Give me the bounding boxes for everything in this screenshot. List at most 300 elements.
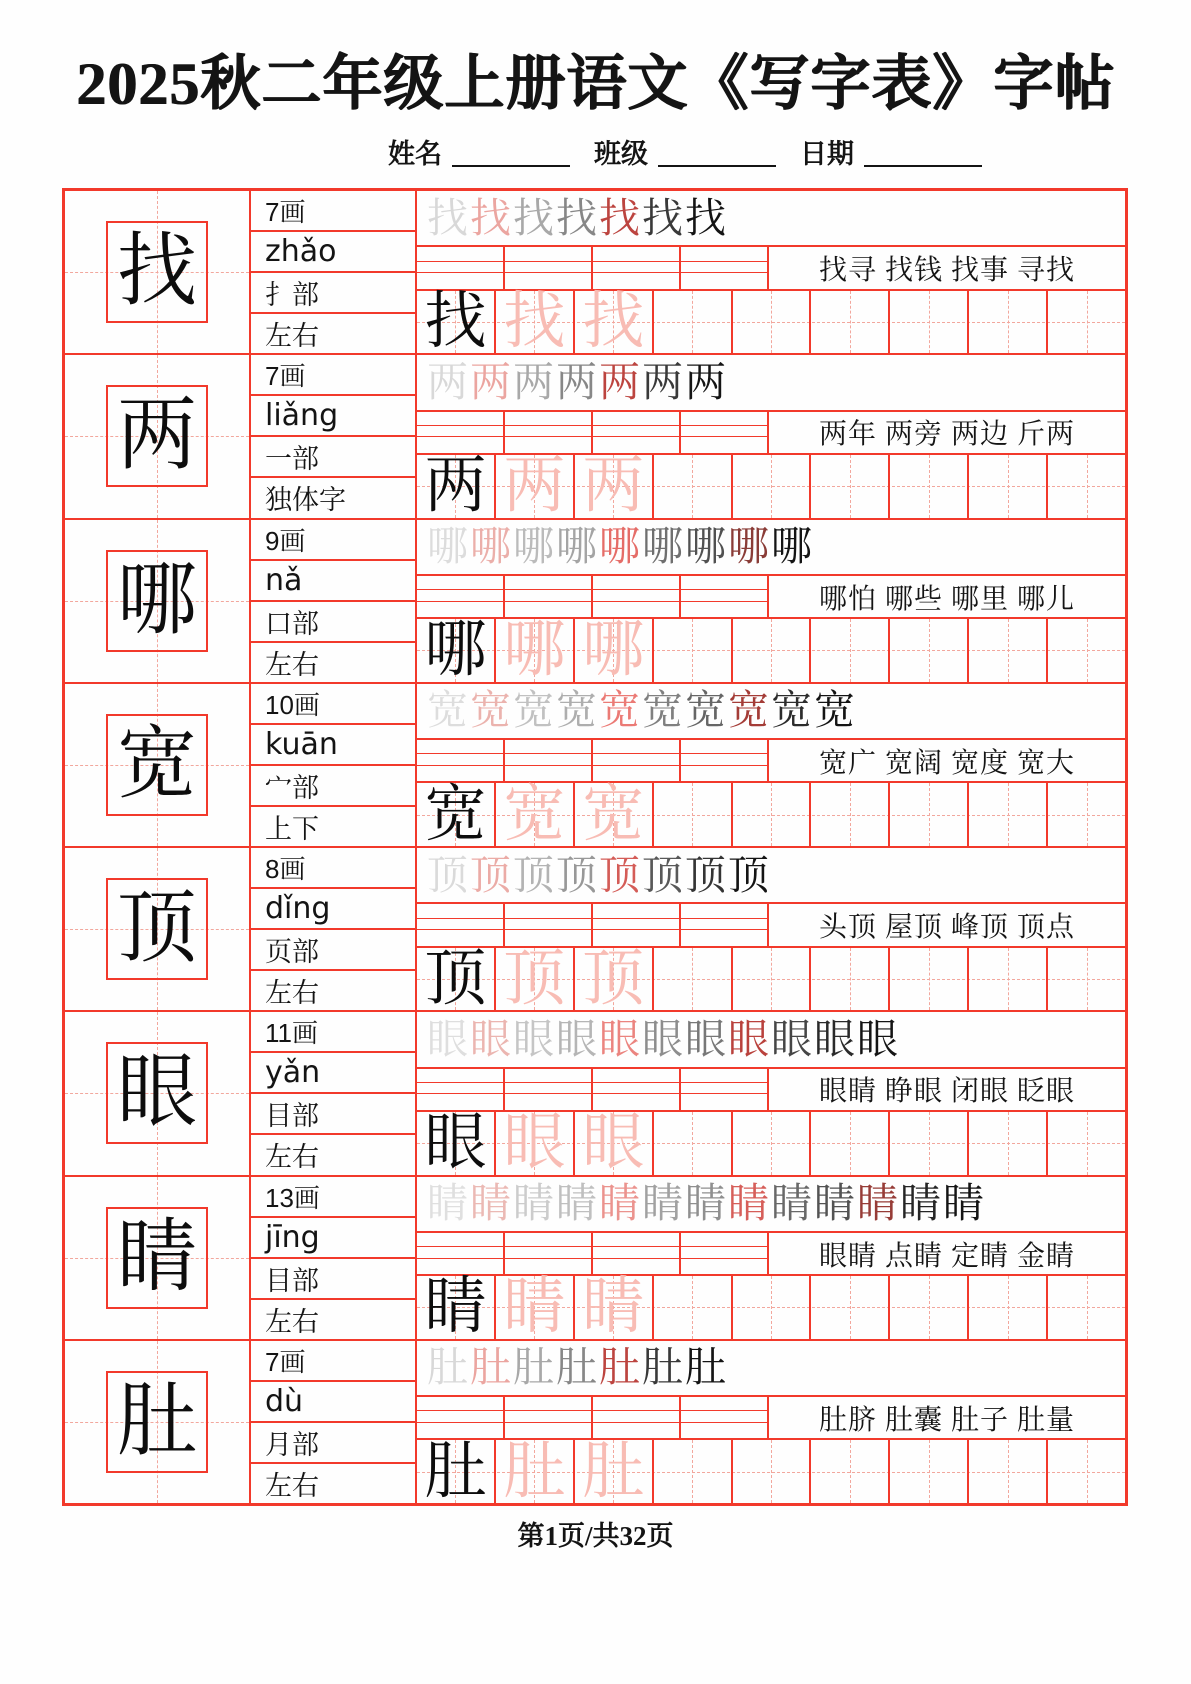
practice-cell — [811, 1440, 890, 1503]
stroke-step: 哪 — [427, 523, 468, 570]
pinyin-grid-cell — [417, 1069, 505, 1110]
stroke-order-sequence — [417, 355, 1125, 411]
character-row — [65, 682, 1125, 849]
big-char-box — [106, 221, 208, 323]
practice-cell — [1048, 948, 1125, 1011]
example-words: 哪怕 哪些 哪里 哪儿 — [818, 583, 1075, 615]
example-words: 宽广 宽阔 宽度 宽大 — [818, 747, 1075, 779]
pinyin-rule-line — [681, 918, 767, 919]
stroke-order-sequence — [417, 684, 1125, 740]
vertical-guide-line — [929, 455, 930, 518]
vertical-guide-line — [692, 948, 693, 1011]
practice-column — [417, 355, 1125, 521]
big-char-cell — [65, 848, 251, 1010]
practice-cell — [496, 1437, 575, 1506]
info-column — [251, 191, 417, 353]
pinyin-rule-line — [681, 1246, 767, 1247]
character-row — [65, 1010, 1125, 1178]
practice-cell — [417, 780, 496, 849]
stroke-step: 睛 — [427, 1180, 468, 1227]
pinyin-grid-cell — [417, 247, 505, 288]
pinyin-rule-line — [417, 601, 503, 602]
practice-grid — [417, 452, 1125, 521]
structure-label: 左右 — [265, 1306, 319, 1337]
pinyin-grid-cell — [505, 904, 593, 945]
stroke-step: 睛 — [513, 1180, 554, 1227]
vertical-guide-line — [850, 619, 851, 682]
model-character: 肚 — [424, 1437, 487, 1506]
pinyin-rule-line — [505, 918, 591, 919]
pinyin-grid-cell — [681, 576, 769, 617]
character-row — [65, 846, 1125, 1013]
practice-cell — [969, 455, 1048, 518]
pinyin-label: jīng — [251, 1218, 415, 1259]
practice-cell — [811, 948, 890, 1011]
practice-cell — [575, 616, 654, 685]
practice-column — [417, 1341, 1125, 1506]
pinyin-rule-line — [681, 425, 767, 426]
big-char-box — [106, 1207, 208, 1309]
pinyin-rule-line — [505, 1246, 591, 1247]
structure-label: 上下 — [265, 813, 319, 844]
trace-character: 眼 — [582, 1109, 645, 1178]
pinyin-rule-line — [417, 261, 503, 262]
pinyin-rule-line — [681, 1422, 767, 1423]
practice-column — [417, 848, 1125, 1013]
stroke-step: 两 — [470, 358, 511, 405]
pinyin-grid-cell — [593, 412, 681, 453]
pinyin-rule-line — [505, 753, 591, 754]
trace-character: 哪 — [582, 616, 645, 685]
vertical-guide-line — [771, 783, 772, 846]
vertical-guide-line — [1087, 1276, 1088, 1339]
vertical-guide-line — [929, 1112, 930, 1175]
practice-cell — [890, 455, 969, 518]
big-character: 眼 — [117, 1049, 197, 1138]
vertical-guide-line — [771, 619, 772, 682]
pinyin-rule-line — [593, 589, 679, 590]
practice-cell — [417, 1109, 496, 1178]
stroke-step: 眼 — [556, 1015, 597, 1062]
pinyin-rule-line — [417, 589, 503, 590]
practice-cell — [417, 1273, 496, 1342]
practice-cell — [575, 287, 654, 356]
pinyin-rule-line — [681, 929, 767, 930]
practice-cell — [417, 287, 496, 356]
practice-cell — [654, 1440, 733, 1503]
pinyin-rule-line — [505, 261, 591, 262]
pinyin-rule-line — [681, 601, 767, 602]
pinyin-rule-line — [593, 1410, 679, 1411]
pinyin-rule-line — [417, 1093, 503, 1094]
radical-label: 目部 — [251, 1259, 415, 1300]
vertical-guide-line — [771, 1276, 772, 1339]
practice-cell — [890, 1440, 969, 1503]
stroke-step: 睛 — [900, 1180, 941, 1227]
practice-cell — [969, 291, 1048, 354]
pinyin-rule-line — [505, 1410, 591, 1411]
structure-label: 左右 — [265, 1142, 319, 1173]
practice-cell — [654, 783, 733, 846]
stroke-step: 睛 — [771, 1180, 812, 1227]
pinyin-rule-line — [593, 765, 679, 766]
example-words: 找寻 找钱 找事 寻找 — [818, 255, 1075, 287]
practice-cell — [969, 1112, 1048, 1175]
pinyin-label: liǎng — [251, 396, 415, 437]
trace-character: 睛 — [503, 1273, 566, 1342]
stroke-step: 哪 — [556, 523, 597, 570]
stroke-step: 宽 — [556, 687, 597, 734]
stroke-step: 顶 — [470, 851, 511, 898]
vertical-guide-line — [692, 291, 693, 354]
pinyin-rule-line — [505, 1422, 591, 1423]
pinyin-label: dù — [251, 1382, 415, 1423]
pinyin-rule-line — [593, 918, 679, 919]
radical-label: 口部 — [251, 602, 415, 643]
big-char-box — [106, 1042, 208, 1144]
stroke-count-label: 7画 — [251, 1341, 415, 1382]
page-number: 第1页/共32页 — [517, 1521, 674, 1551]
practice-cell — [417, 944, 496, 1013]
trace-character: 肚 — [582, 1437, 645, 1506]
stroke-step: 找 — [556, 194, 597, 241]
stroke-step: 顶 — [513, 851, 554, 898]
pinyin-rule-line — [505, 425, 591, 426]
vertical-guide-line — [692, 455, 693, 518]
stroke-step: 眼 — [857, 1015, 898, 1062]
practice-cell — [969, 619, 1048, 682]
stroke-count-label: 11画 — [251, 1012, 415, 1053]
pinyin-rule-line — [593, 601, 679, 602]
practice-cell — [1048, 1112, 1125, 1175]
practice-cell — [733, 1440, 812, 1503]
big-char-cell — [65, 520, 251, 682]
stroke-step: 宽 — [685, 687, 726, 734]
stroke-step: 哪 — [642, 523, 683, 570]
stroke-step: 肚 — [427, 1344, 468, 1391]
stroke-step: 肚 — [642, 1344, 683, 1391]
stroke-step: 睛 — [470, 1180, 511, 1227]
big-character: 睛 — [117, 1213, 197, 1302]
stroke-step: 宽 — [814, 687, 855, 734]
pinyin-rule-line — [681, 1093, 767, 1094]
vertical-guide-line — [850, 1440, 851, 1503]
pinyin-grid-cell — [681, 247, 769, 288]
stroke-step: 肚 — [685, 1344, 726, 1391]
practice-cell — [496, 1109, 575, 1178]
practice-cell — [1048, 783, 1125, 846]
practice-cell — [811, 1112, 890, 1175]
stroke-step: 眼 — [728, 1015, 769, 1062]
big-char-box — [106, 1371, 208, 1473]
stroke-step: 肚 — [513, 1344, 554, 1391]
pinyin-grid-cell — [505, 1233, 593, 1274]
field-label: 班级 — [594, 139, 648, 169]
trace-character: 宽 — [582, 780, 645, 849]
radical-label: 目部 — [251, 1094, 415, 1135]
pinyin-rule-line — [593, 753, 679, 754]
pinyin-rule-line — [681, 272, 767, 273]
big-char-cell — [65, 1177, 251, 1339]
stroke-step: 睛 — [857, 1180, 898, 1227]
vertical-guide-line — [929, 948, 930, 1011]
stroke-step: 肚 — [599, 1344, 640, 1391]
stroke-step: 两 — [642, 358, 683, 405]
stroke-step: 哪 — [513, 523, 554, 570]
practice-cell — [1048, 291, 1125, 354]
pinyin-and-words-band — [417, 740, 1125, 783]
practice-cell — [969, 1440, 1048, 1503]
practice-cell — [733, 1112, 812, 1175]
pinyin-grid-cell — [505, 247, 593, 288]
practice-cell — [733, 291, 812, 354]
big-char-cell — [65, 684, 251, 846]
practice-cell — [654, 1112, 733, 1175]
structure-label: 左右 — [265, 978, 319, 1009]
structure-label: 左右 — [265, 649, 319, 680]
big-character: 宽 — [117, 720, 197, 809]
pinyin-grid-cell — [505, 740, 593, 781]
big-char-cell — [65, 355, 251, 517]
practice-cell — [811, 291, 890, 354]
pinyin-rule-line — [505, 436, 591, 437]
practice-cell — [575, 1273, 654, 1342]
example-words: 头顶 屋顶 峰顶 顶点 — [818, 912, 1075, 944]
stroke-step: 宽 — [470, 687, 511, 734]
practice-cell — [496, 1273, 575, 1342]
vertical-guide-line — [929, 783, 930, 846]
pinyin-rule-line — [417, 425, 503, 426]
stroke-order-sequence — [417, 1177, 1125, 1233]
pinyin-label: zhǎo — [251, 232, 415, 273]
vertical-guide-line — [929, 291, 930, 354]
stroke-step: 眼 — [599, 1015, 640, 1062]
practice-cell — [417, 616, 496, 685]
stroke-count-label: 9画 — [251, 520, 415, 561]
vertical-guide-line — [850, 1276, 851, 1339]
vertical-guide-line — [1087, 783, 1088, 846]
vertical-guide-line — [692, 619, 693, 682]
pinyin-rule-line — [417, 1410, 503, 1411]
pinyin-label: dǐng — [251, 889, 415, 930]
stroke-step: 找 — [513, 194, 554, 241]
example-words: 两年 两旁 两边 斤两 — [818, 419, 1075, 451]
pinyin-rule-line — [593, 1258, 679, 1259]
stroke-count-label: 8画 — [251, 848, 415, 889]
vertical-guide-line — [1008, 455, 1009, 518]
practice-column — [417, 684, 1125, 849]
trace-character: 哪 — [503, 616, 566, 685]
big-character: 顶 — [117, 885, 197, 974]
stroke-step: 睛 — [599, 1180, 640, 1227]
pinyin-rule-line — [417, 1258, 503, 1259]
pinyin-rule-line — [417, 1082, 503, 1083]
stroke-step: 眼 — [771, 1015, 812, 1062]
page-title: 2025秋二年级上册语文《写字表》字帖 — [76, 51, 1115, 117]
info-column — [251, 520, 417, 682]
radical-label: 扌部 — [251, 273, 415, 314]
vertical-guide-line — [850, 783, 851, 846]
practice-cell — [733, 783, 812, 846]
pinyin-rule-line — [417, 1422, 503, 1423]
vertical-guide-line — [1008, 783, 1009, 846]
character-row — [65, 353, 1125, 521]
practice-cell — [811, 619, 890, 682]
pinyin-rule-line — [417, 272, 503, 273]
vertical-guide-line — [1087, 1112, 1088, 1175]
practice-cell — [890, 783, 969, 846]
practice-cell — [496, 287, 575, 356]
practice-cell — [1048, 455, 1125, 518]
practice-cell — [733, 1276, 812, 1339]
pinyin-grid-cell — [417, 412, 505, 453]
practice-cell — [890, 291, 969, 354]
pinyin-rule-line — [417, 765, 503, 766]
model-character: 宽 — [424, 780, 487, 849]
vertical-guide-line — [771, 1440, 772, 1503]
practice-cell — [417, 452, 496, 521]
copybook-table — [62, 188, 1128, 1506]
model-character: 眼 — [424, 1109, 487, 1178]
pinyin-grid-cell — [593, 904, 681, 945]
practice-cell — [654, 1276, 733, 1339]
stroke-step: 顶 — [556, 851, 597, 898]
pinyin-and-words-band — [417, 1397, 1125, 1440]
model-character: 找 — [424, 287, 487, 356]
big-char-cell — [65, 191, 251, 353]
practice-cell — [575, 780, 654, 849]
vertical-guide-line — [850, 455, 851, 518]
structure-label: 独体字 — [265, 485, 346, 516]
stroke-step: 顶 — [599, 851, 640, 898]
stroke-step: 肚 — [556, 1344, 597, 1391]
practice-cell — [811, 783, 890, 846]
stroke-step: 哪 — [728, 523, 769, 570]
practice-grid — [417, 287, 1125, 356]
structure-label: 左右 — [265, 321, 319, 352]
practice-cell — [1048, 619, 1125, 682]
field-label: 日期 — [800, 139, 854, 169]
stroke-step: 找 — [599, 194, 640, 241]
practice-cell — [733, 619, 812, 682]
practice-cell — [890, 1276, 969, 1339]
stroke-count-label: 7画 — [251, 355, 415, 396]
character-row — [65, 191, 1125, 356]
practice-cell — [969, 948, 1048, 1011]
field-label: 姓名 — [388, 139, 442, 169]
vertical-guide-line — [692, 783, 693, 846]
info-column — [251, 1341, 417, 1503]
big-char-box — [106, 714, 208, 816]
radical-label: 宀部 — [251, 766, 415, 807]
practice-column — [417, 1012, 1125, 1178]
pinyin-rule-line — [417, 929, 503, 930]
practice-cell — [417, 1437, 496, 1506]
model-character: 顶 — [424, 944, 487, 1013]
pinyin-rule-line — [593, 1246, 679, 1247]
practice-cell — [654, 619, 733, 682]
practice-cell — [1048, 1440, 1125, 1503]
trace-character: 宽 — [503, 780, 566, 849]
pinyin-grid-cell — [681, 904, 769, 945]
vertical-guide-line — [771, 948, 772, 1011]
practice-cell — [890, 619, 969, 682]
pinyin-rule-line — [681, 1258, 767, 1259]
pinyin-grid-cell — [417, 576, 505, 617]
pinyin-rule-line — [593, 272, 679, 273]
practice-cell — [890, 1112, 969, 1175]
name-class-date-line — [388, 132, 1006, 171]
stroke-step: 宽 — [599, 687, 640, 734]
big-char-box — [106, 878, 208, 980]
stroke-step: 宽 — [771, 687, 812, 734]
practice-cell — [654, 291, 733, 354]
stroke-step: 眼 — [470, 1015, 511, 1062]
model-character: 哪 — [424, 616, 487, 685]
pinyin-grid-cell — [593, 1233, 681, 1274]
pinyin-rule-line — [505, 589, 591, 590]
pinyin-grid-cell — [417, 904, 505, 945]
stroke-step: 眼 — [427, 1015, 468, 1062]
practice-cell — [575, 452, 654, 521]
stroke-step: 两 — [599, 358, 640, 405]
stroke-count-label: 7画 — [251, 191, 415, 232]
trace-character: 找 — [582, 287, 645, 356]
stroke-step: 找 — [685, 194, 726, 241]
vertical-guide-line — [1087, 948, 1088, 1011]
vertical-guide-line — [1087, 291, 1088, 354]
pinyin-rule-line — [593, 1093, 679, 1094]
pinyin-rule-line — [417, 436, 503, 437]
example-words: 肚脐 肚囊 肚子 肚量 — [818, 1404, 1075, 1436]
vertical-guide-line — [1087, 455, 1088, 518]
practice-cell — [890, 948, 969, 1011]
pinyin-rule-line — [681, 765, 767, 766]
info-column — [251, 355, 417, 517]
trace-character: 睛 — [582, 1273, 645, 1342]
structure-label: 左右 — [265, 1470, 319, 1501]
stroke-step: 顶 — [728, 851, 769, 898]
trace-character: 两 — [582, 452, 645, 521]
stroke-step: 找 — [470, 194, 511, 241]
stroke-step: 宽 — [642, 687, 683, 734]
pinyin-rule-line — [593, 425, 679, 426]
vertical-guide-line — [850, 948, 851, 1011]
pinyin-grid-cell — [593, 1069, 681, 1110]
stroke-step: 找 — [642, 194, 683, 241]
stroke-step: 两 — [513, 358, 554, 405]
stroke-step: 哪 — [685, 523, 726, 570]
pinyin-rule-line — [417, 753, 503, 754]
trace-character: 顶 — [582, 944, 645, 1013]
radical-label: 月部 — [251, 1423, 415, 1464]
stroke-step: 宽 — [427, 687, 468, 734]
pinyin-rule-line — [505, 1093, 591, 1094]
pinyin-grid-cell — [681, 1233, 769, 1274]
big-char-cell — [65, 1012, 251, 1174]
pinyin-rule-line — [681, 1410, 767, 1411]
example-words: 眼睛 点睛 定睛 金睛 — [818, 1240, 1075, 1272]
practice-grid — [417, 1273, 1125, 1342]
practice-cell — [811, 455, 890, 518]
pinyin-and-words-band — [417, 1069, 1125, 1112]
pinyin-grid-cell — [505, 1397, 593, 1438]
vertical-guide-line — [1008, 1276, 1009, 1339]
stroke-step: 顶 — [427, 851, 468, 898]
model-character: 睛 — [424, 1273, 487, 1342]
practice-cell — [1048, 1276, 1125, 1339]
stroke-step: 哪 — [771, 523, 812, 570]
